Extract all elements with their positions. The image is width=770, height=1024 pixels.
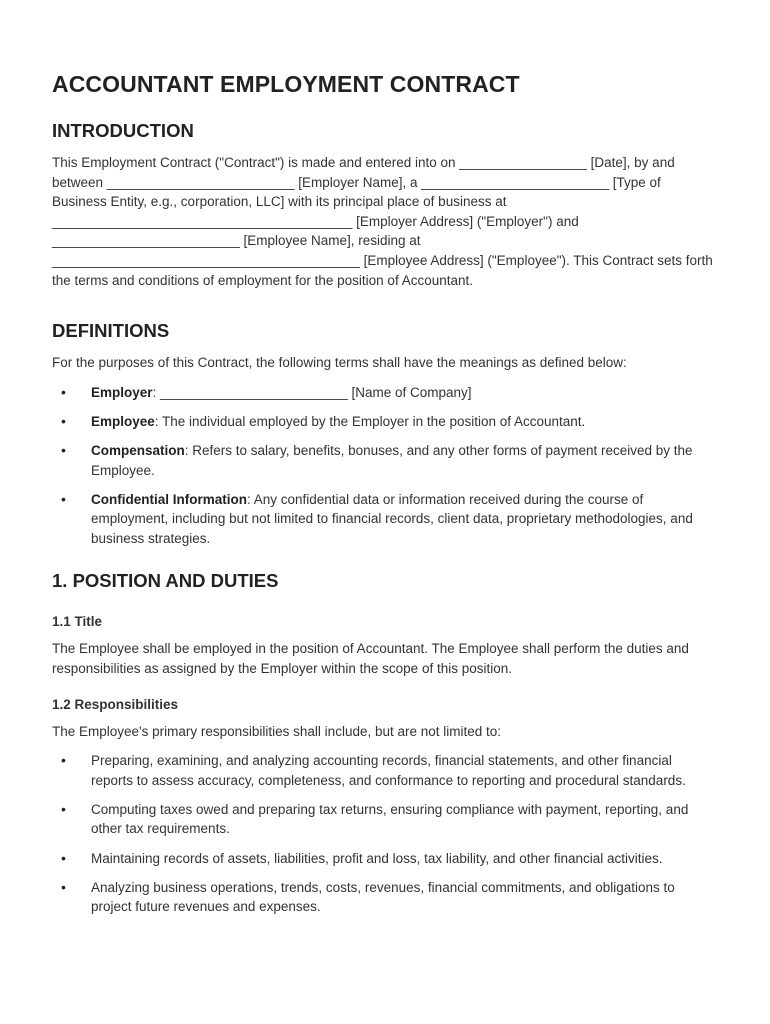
definition-item: [52, 490, 714, 549]
responsibility-text: Maintaining records of assets, liabilities, profit and loss, tax liability, and other financial activities.: [91, 850, 663, 866]
bullet-icon: •: [61, 878, 66, 895]
definition-item: [52, 412, 714, 432]
responsibility-item: [52, 849, 714, 869]
definitions-heading: DEFINITIONS: [52, 320, 170, 342]
definitions-lead: For the purposes of this Contract, the following terms shall have the meanings as defined below:: [52, 355, 627, 371]
responsibility-item: [52, 878, 714, 917]
definition-item: [52, 383, 714, 403]
definition-term: Compensation: [91, 442, 185, 458]
definition-item: [52, 441, 714, 480]
responsibilities-list: [52, 751, 714, 917]
definition-text: : The individual employed by the Employer in the position of Accountant.: [154, 413, 586, 429]
responsibility-item: [52, 751, 714, 790]
definition-text: : Any confidential data or information received during the course of employment, including but not limited to financial records, client data, proprietary methodologies, and business strategies.: [91, 491, 693, 546]
responsibility-text: Computing taxes owed and preparing tax returns, ensuring compliance with payment, reporting, and other tax requirements.: [91, 801, 689, 837]
bullet-icon: •: [61, 849, 66, 866]
definition-term: Confidential Information: [91, 491, 247, 507]
definition-text: : _________________________ [Name of Company]: [152, 384, 472, 400]
bullet-icon: •: [61, 490, 66, 507]
definition-text: : Refers to salary, benefits, bonuses, and any other forms of payment received by the Employee.: [91, 442, 693, 478]
bullet-icon: •: [61, 752, 66, 769]
definition-term: Employer: [91, 384, 153, 400]
section-1-2-heading: 1.2 Responsibilities: [52, 696, 179, 712]
bullet-icon: •: [61, 383, 66, 400]
responsibility-text: Preparing, examining, and analyzing accounting records, financial statements, and other financial reports to assess accuracy, completeness, and conformance to reporting and procedural standards.: [91, 753, 686, 788]
responsibility-text: Analyzing business operations, trends, costs, revenues, financial commitments, and obligations to project future revenues and expenses.: [91, 879, 675, 915]
bullet-icon: •: [61, 800, 66, 817]
bullet-icon: •: [61, 441, 66, 458]
document-title: ACCOUNTANT EMPLOYMENT CONTRACT: [52, 71, 520, 97]
section-1-1-text: The Employee shall be employed in the position of Accountant. The Employee shall perform the duties and responsibilities as assigned by the Employer within the scope of this position.: [52, 641, 689, 676]
introduction-text: This Employment Contract ("Contract") is made and entered into on _________________ [Date], by and between _________________________ [Employer Name], a _________________________ [Type of Business Entity, e.g., corporation, LLC] with its principal place of business at ________________________________________ [Employer Address] ("Employer") and _________________________ [Employee Name], residing at _________________________________________ [Employee Address] ("Employee"). This Contract sets forth the terms and conditions of employment for the position of Accountant.: [52, 155, 713, 288]
section-1-heading: 1. POSITION AND DUTIES: [52, 570, 279, 592]
definition-term: Employee: [91, 413, 155, 429]
section-1-2-lead: The Employee's primary responsibilities shall include, but are not limited to:: [52, 723, 502, 739]
bullet-icon: •: [61, 412, 66, 429]
definitions-list: [52, 383, 714, 549]
section-1-1-heading: 1.1 Title: [52, 614, 103, 630]
responsibility-item: [52, 800, 714, 839]
introduction-heading: INTRODUCTION: [52, 120, 194, 141]
